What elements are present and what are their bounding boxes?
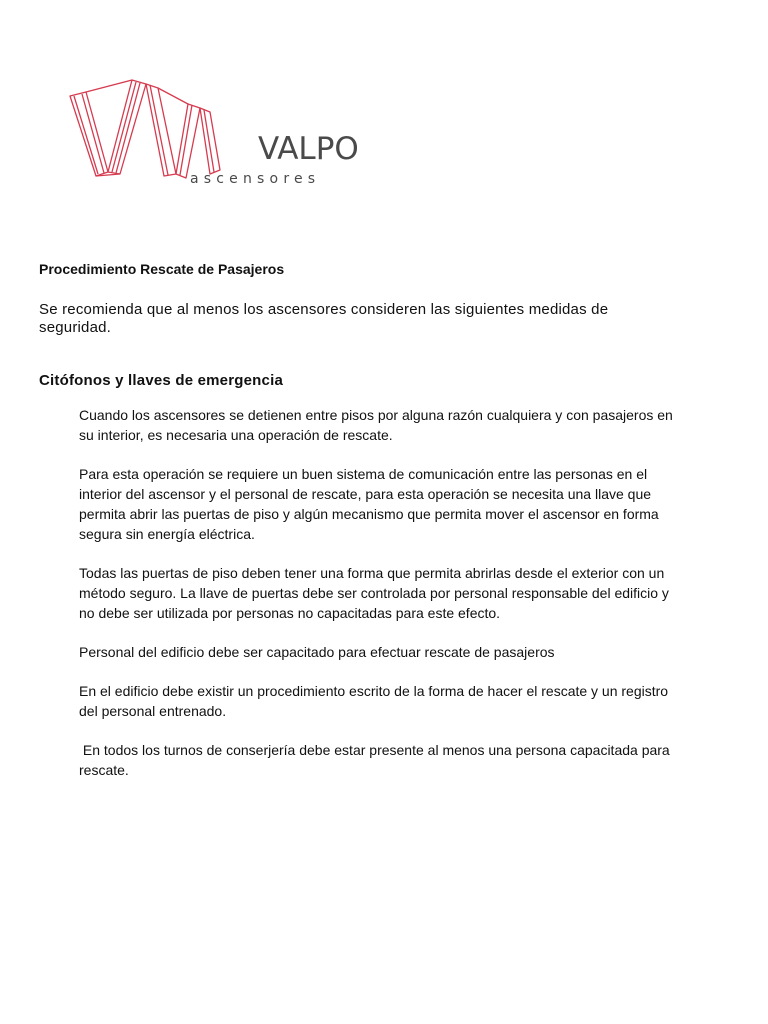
company-logo (60, 74, 359, 204)
intro-paragraph: Se recomienda que al menos los ascensores consideren las siguientes medidas de seguridad. (39, 301, 609, 336)
section-heading: Citófonos y llaves de emergencia (39, 372, 283, 389)
logo-subtitle: ascensores (190, 171, 321, 187)
logo-wordmark: VALPO (258, 131, 359, 167)
document-title: Procedimiento Rescate de Pasajeros (39, 261, 285, 277)
paragraph-rescue-operation: Cuando los ascensores se detienen entre pisos por alguna razón cualquiera y con pasajeros en su interior, es necesaria una operación de rescate. (79, 407, 677, 443)
section-body (79, 405, 679, 799)
paragraph-communication-system: Para esta operación se requiere un buen sistema de comunicación entre las personas en el interior del ascensor y el personal de rescate, para esta operación se necesita una llave que permita abrir las puertas de piso y algún mecanismo que permita mover el ascensor en forma segura sin energía eléctrica. (79, 466, 663, 542)
logo-mark-icon (60, 74, 260, 184)
paragraph-floor-doors: Todas las puertas de piso deben tener una forma que permita abrirlas desde el exterior con un método seguro. La llave de puertas debe ser controlada por personal responsable del edificio y no debe ser utilizada por personas no capacitadas para este efecto. (79, 565, 673, 621)
paragraph-staff-training: Personal del edificio debe ser capacitado para efectuar rescate de pasajeros (79, 644, 555, 660)
paragraph-concierge-shifts: En todos los turnos de conserjería debe estar presente al menos una persona capacitada para rescate. (79, 742, 678, 778)
paragraph-written-procedure: En el edificio debe existir un procedimiento escrito de la forma de hacer el rescate y un registro del personal entrenado. (79, 683, 672, 719)
